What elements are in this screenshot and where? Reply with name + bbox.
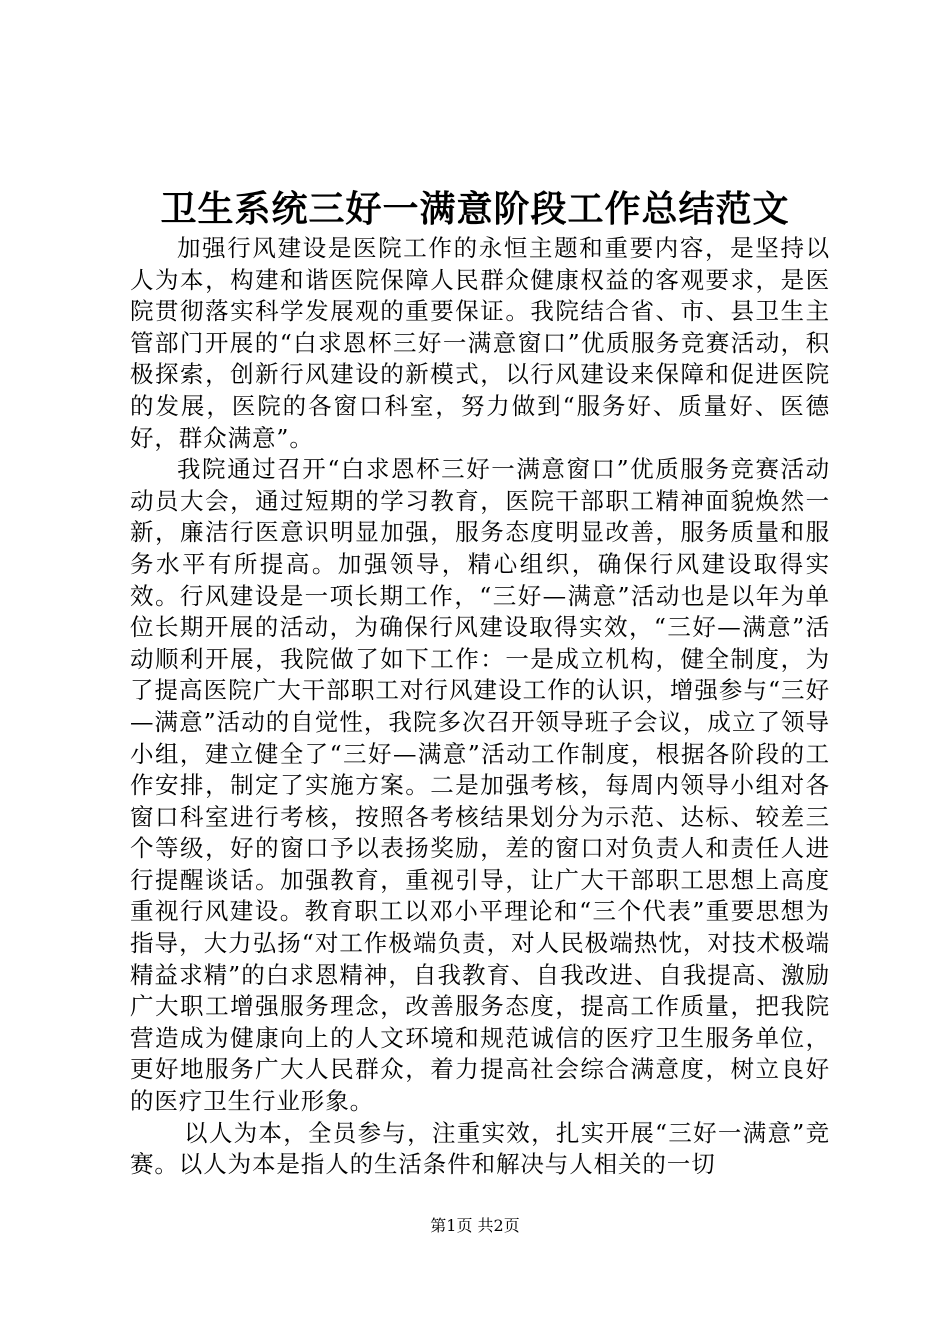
document-title: 卫生系统三好一满意阶段工作总结范文 [160,188,790,230]
page-footer: 第1页 共2页 [430,1216,520,1235]
document-body [130,233,830,1181]
paragraph-3: 以人为本，全员参与，注重实效，扎实开展“三好一满意”竞赛。以人为本是指人的生活条件和解决与人相关的一切 [130,1118,830,1179]
paragraph-2: 我院通过召开“白求恩杯三好一满意窗口”优质服务竞赛活动动员大会，通过短期的学习教育，医院干部职工精神面貌焕然一新，廉洁行医意识明显加强，服务态度明显改善，服务质量和服务水平有所提高。加强领导，精心组织，确保行风建设取得实效。行风建设是一项长期工作，“三好—满意”活动也是以年为单位长期开展的活动，为确保行风建设取得实效，“三好—满意”活动顺利开展，我院做了如下工作：一是成立机构，健全制度，为了提高医院广大干部职工对行风建设工作的认识，增强参与“三好—满意”活动的自觉性，我院多次召开领导班子会议，成立了领导小组，建立健全了“三好—满意”活动工作制度，根据各阶段的工作安排，制定了实施方案。二是加强考核，每周内领导小组对各窗口科室进行考核，按照各考核结果划分为示范、达标、较差三个等级，好的窗口予以表扬奖励，差的窗口对负责人和责任人进行提醒谈话。加强教育，重视引导，让广大干部职工思想上高度重视行风建设。教育职工以邓小平理论和“三个代表”重要思想为指导，大力弘扬“对工作极端负责，对人民极端热忱，对技术极端精益求精”的白求恩精神，自我教育、自我改进、自我提高、激励广大职工增强服务理念，改善服务态度，提高工作质量，把我院营造成为健康向上的人文环境和规范诚信的医疗卫生服务单位，更好地服务广大人民群众，着力提高社会综合满意度，树立良好的医疗卫生行业形象。 [130,455,830,1116]
paragraph-1: 加强行风建设是医院工作的永恒主题和重要内容，是坚持以人为本，构建和谐医院保障人民群众健康权益的客观要求，是医院贯彻落实科学发展观的重要保证。我院结合省、市、县卫生主管部门开展的“白求恩杯三好一满意窗口”优质服务竞赛活动，积极探索，创新行风建设的新模式，以行风建设来保障和促进医院的发展，医院的各窗口科室，努力做到“服务好、质量好、医德好，群众满意”。 [130,234,830,452]
